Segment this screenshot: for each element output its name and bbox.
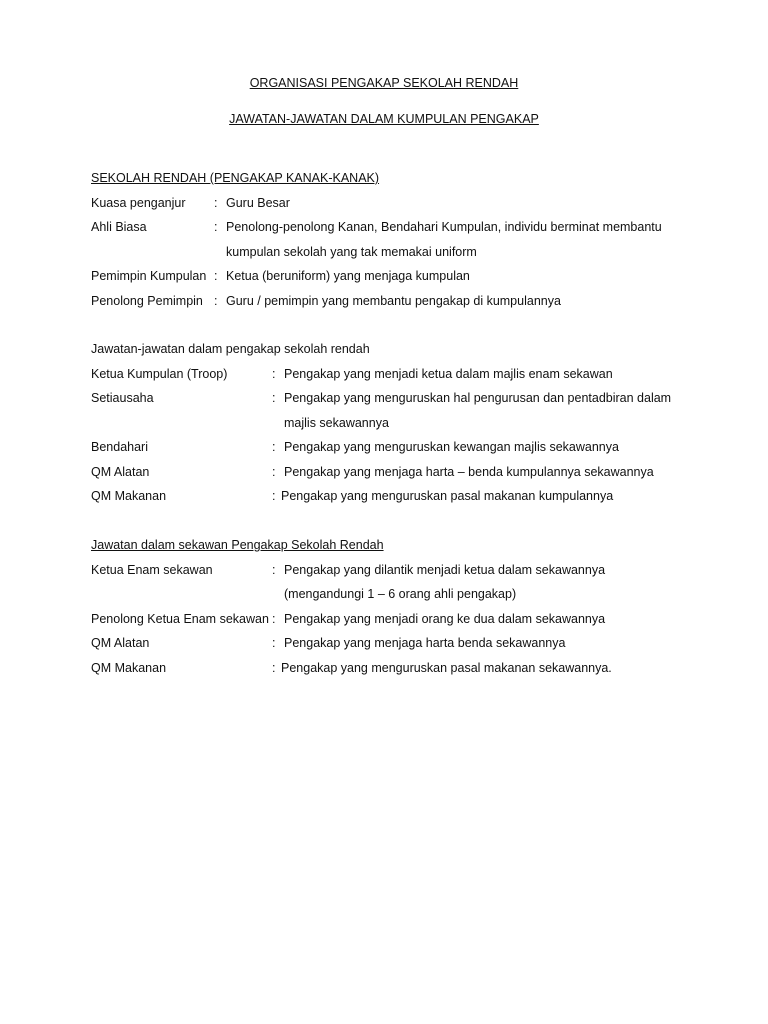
section-primary-school xyxy=(91,170,711,317)
list-item xyxy=(91,464,711,489)
list-item xyxy=(91,611,711,636)
list-item xyxy=(91,195,711,220)
row-label: Ketua Enam sekawan xyxy=(91,562,213,577)
list-item xyxy=(91,562,711,587)
list-item xyxy=(91,366,711,391)
row-value: Pengakap yang menguruskan kewangan majlis sekawannya xyxy=(284,440,619,454)
row-label: Penolong Ketua Enam sekawan xyxy=(91,611,269,626)
row-value: Pengakap yang dilantik menjadi ketua dalam sekawannya xyxy=(284,562,606,577)
row-colon: : xyxy=(272,489,276,503)
row-value: majlis sekawannya xyxy=(284,415,389,430)
section-patrol-positions xyxy=(91,537,711,684)
row-value: Pengakap yang menjadi ketua dalam majlis enam sekawan xyxy=(284,366,613,381)
row-value: Ketua (beruniform) yang menjaga kumpulan xyxy=(226,269,470,283)
section-heading: Jawatan dalam sekawan Pengakap Sekolah Rendah xyxy=(91,538,384,552)
document-subtitle: JAWATAN-JAWATAN DALAM KUMPULAN PENGAKAP xyxy=(229,112,539,126)
row-value: Guru Besar xyxy=(226,195,290,210)
list-item xyxy=(91,390,711,415)
row-label: QM Alatan xyxy=(91,636,150,650)
row-label: Setiausaha xyxy=(91,391,154,405)
list-item-continuation xyxy=(91,586,711,611)
row-label: Pemimpin Kumpulan xyxy=(91,269,207,283)
section-heading: Jawatan-jawatan dalam pengakap sekolah rendah xyxy=(91,342,370,356)
list-item-continuation xyxy=(91,415,711,440)
row-value: Pengakap yang menjaga harta benda sekawannya xyxy=(284,636,566,650)
row-colon: : xyxy=(272,660,276,675)
row-colon: : xyxy=(272,636,276,650)
row-value: Pengakap yang menjadi orang ke dua dalam sekawannya xyxy=(284,611,606,626)
row-label: QM Makanan xyxy=(91,489,167,503)
list-item xyxy=(91,488,711,513)
list-item xyxy=(91,268,711,293)
list-item xyxy=(91,219,711,244)
list-item xyxy=(91,439,711,464)
row-colon: : xyxy=(272,562,276,577)
list-item xyxy=(91,635,711,660)
row-label: Ahli Biasa xyxy=(91,220,147,234)
row-colon: : xyxy=(214,195,218,210)
row-label: Bendahari xyxy=(91,440,148,454)
row-colon: : xyxy=(272,611,276,626)
row-label: Penolong Pemimpin xyxy=(91,293,203,308)
row-value: Pengakap yang menjaga harta – benda kumpulannya sekawannya xyxy=(284,464,654,479)
list-item xyxy=(91,660,711,685)
row-label: Kuasa penganjur xyxy=(91,195,186,210)
list-item xyxy=(91,293,711,318)
row-colon: : xyxy=(272,464,276,479)
section-positions xyxy=(91,341,711,513)
row-label: Ketua Kumpulan (Troop) xyxy=(91,366,228,381)
row-value: Pengakap yang menguruskan pasal makanan kumpulannya xyxy=(281,489,614,503)
section-heading: SEKOLAH RENDAH (PENGAKAP KANAK-KANAK) xyxy=(91,171,380,185)
row-colon: : xyxy=(272,366,276,381)
row-value: (mengandungi 1 – 6 orang ahli pengakap) xyxy=(284,587,517,601)
row-colon: : xyxy=(272,391,276,405)
row-label: QM Alatan xyxy=(91,464,150,479)
document-title: ORGANISASI PENGAKAP SEKOLAH RENDAH xyxy=(249,76,519,90)
row-value: Pengakap yang menguruskan pasal makanan sekawannya. xyxy=(281,660,612,675)
row-colon: : xyxy=(214,293,218,308)
row-colon: : xyxy=(214,220,218,234)
row-value: Penolong-penolong Kanan, Bendahari Kumpulan, individu berminat membantu xyxy=(226,220,662,234)
row-label: QM Makanan xyxy=(91,660,167,675)
row-colon: : xyxy=(272,440,276,454)
list-item-continuation xyxy=(91,244,711,269)
row-value: Guru / pemimpin yang membantu pengakap di kumpulannya xyxy=(226,293,561,308)
row-colon: : xyxy=(214,269,218,283)
row-value: kumpulan sekolah yang tak memakai uniform xyxy=(226,244,477,259)
row-value: Pengakap yang menguruskan hal pengurusan dan pentadbiran dalam xyxy=(284,391,672,405)
